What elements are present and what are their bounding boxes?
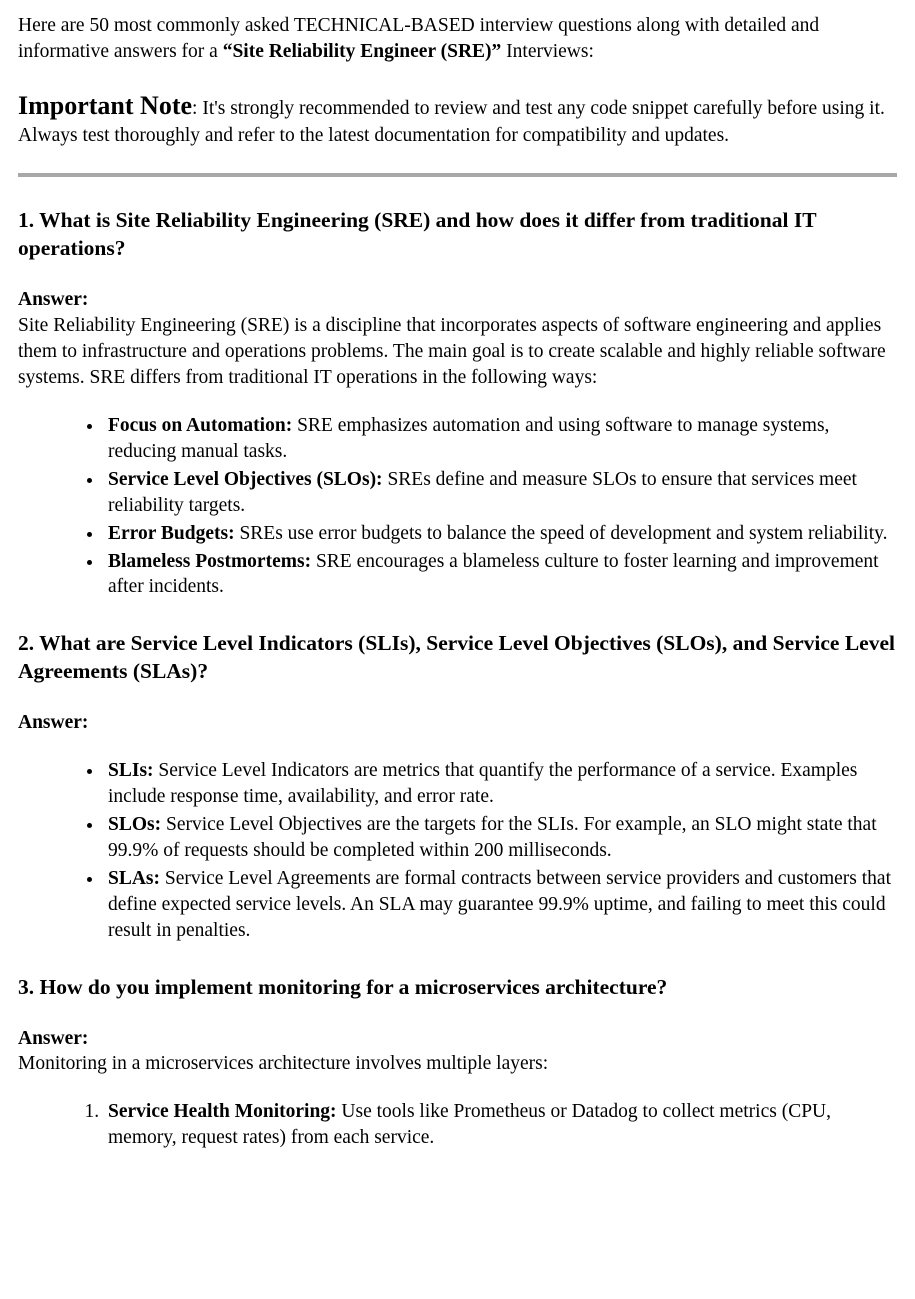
answer-text: Monitoring in a microservices architecture involves multiple layers: [18, 1053, 549, 1075]
answer-label: Answer: [18, 289, 89, 311]
list-item: • SLAs: Service Level Agreements are formal contracts between service providers and customers that define expected service levels. An SLA may guarantee 99.9% uptime, and failing to meet this could result in penalties. [104, 866, 897, 944]
answer-label: Answer: [18, 1027, 89, 1049]
answer-text: Site Reliability Engineering (SRE) is a discipline that incorporates aspects of software engineering and applies them to infrastructure and operations problems. The main goal is to create scalable and highly reliable software systems. SRE differs from traditional IT operations in the following ways: [18, 315, 886, 388]
important-note-paragraph [18, 89, 897, 150]
section-divider [18, 173, 897, 177]
question-3-heading: 3. How do you implement monitoring for a microservices architecture? [18, 974, 668, 999]
question-1-answer [18, 287, 897, 391]
list-item: • Blameless Postmortems: SRE encourages a blameless culture to foster learning and improvement after incidents. [104, 549, 897, 601]
list-item: • Focus on Automation: SRE emphasizes automation and using software to manage systems, reducing manual tasks. [104, 413, 897, 465]
answer-label: Answer: [18, 712, 89, 734]
question-1-heading: 1. What is Site Reliability Engineering (SRE) and how does it differ from traditional IT operations? [18, 208, 817, 261]
list-item: • SLIs: Service Level Indicators are metrics that quantify the performance of a service. Examples include response time, availability, and error rate. [104, 758, 897, 810]
question-2-bullet-list [18, 758, 897, 943]
list-item: • Service Level Objectives (SLOs): SREs define and measure SLOs to ensure that services meet reliability targets. [104, 467, 897, 519]
question-2-answer [18, 710, 897, 736]
important-note-title: Important Note [18, 90, 193, 120]
intro-paragraph: Here are 50 most commonly asked TECHNICAL-BASED interview questions along with detailed and informative answers for a “Site Reliability Engineer (SRE)” Interviews: [18, 15, 820, 62]
question-3-numbered-list [18, 1099, 897, 1151]
question-3-answer [18, 1026, 897, 1078]
list-item: • SLOs: Service Level Objectives are the targets for the SLIs. For example, an SLO might state that 99.9% of requests should be completed within 200 milliseconds. [104, 812, 897, 864]
list-item: • Error Budgets: SREs use error budgets to balance the speed of development and system reliability. [104, 521, 897, 547]
question-2-heading: 2. What are Service Level Indicators (SLIs), Service Level Objectives (SLOs), and Service Level Agreements (SLAs)? [18, 631, 895, 684]
question-1-bullet-list [18, 413, 897, 600]
list-item: 1. Service Health Monitoring: Use tools like Prometheus or Datadog to collect metrics (CPU, memory, request rates) from each service. [104, 1099, 897, 1151]
important-note-body: : It's strongly recommended to review and test any code snippet carefully before using it. Always test thoroughly and refer to the latest documentation for compatibility and updates. [18, 97, 885, 147]
